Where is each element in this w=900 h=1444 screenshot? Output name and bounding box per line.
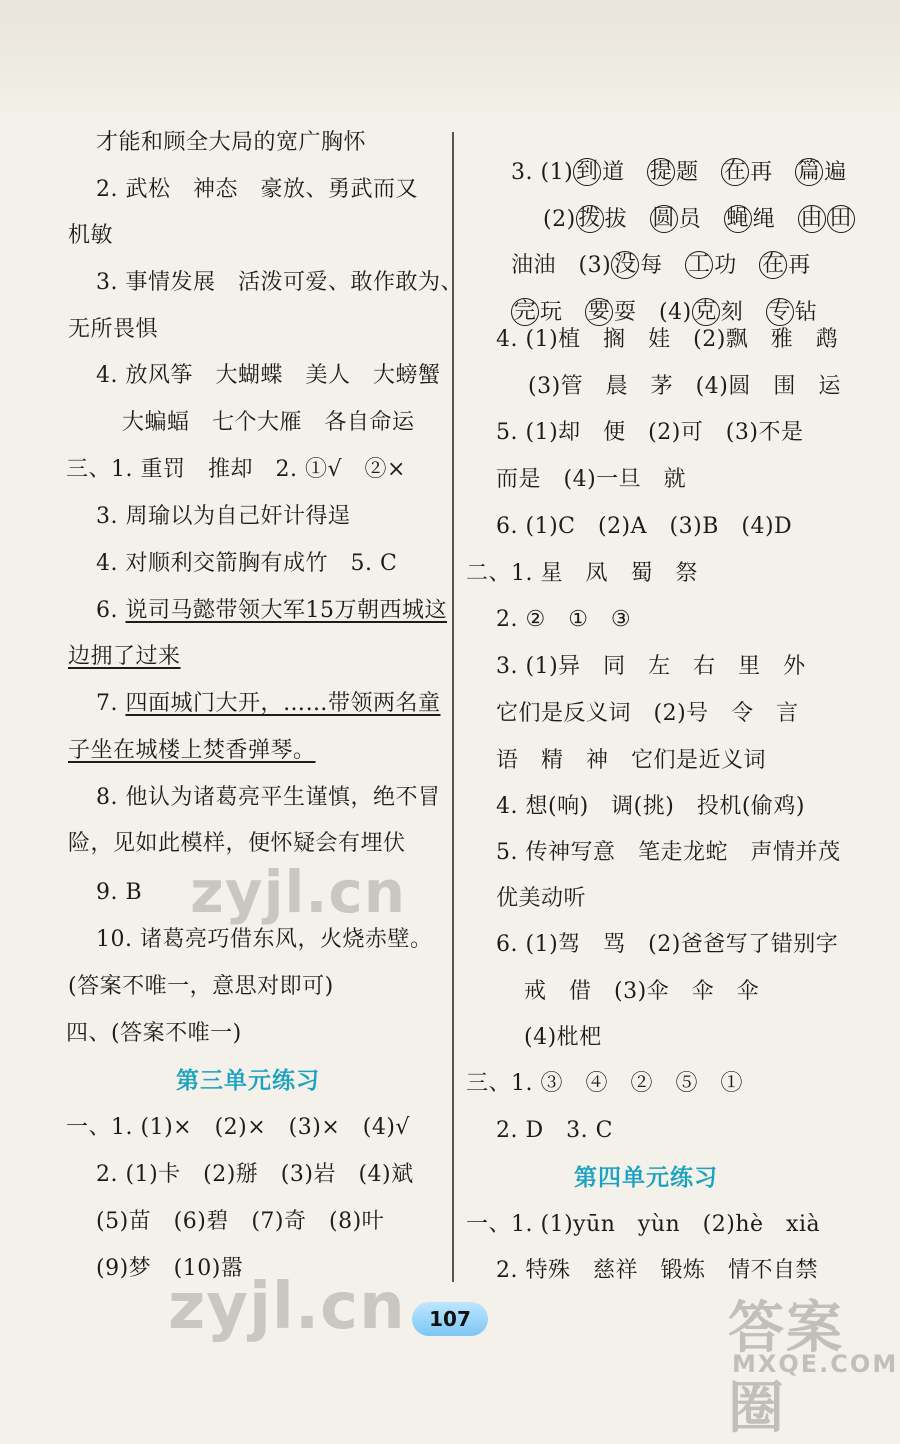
- right-line-13: 它们是反义词 (2)号 令 言: [496, 701, 799, 726]
- correction-text: 刻: [720, 300, 766, 325]
- left-line-20: 四、(答案不唯一): [66, 1021, 242, 1046]
- left-line-19: (答案不唯一，意思对即可): [68, 974, 334, 999]
- correction-text: 玩: [540, 300, 586, 325]
- right-line-8: 而是 (4)一旦 就: [496, 467, 687, 492]
- correction-text: 道: [602, 160, 648, 185]
- correction-text: 功: [714, 253, 760, 278]
- left-line-4: 3. 事情发展 活泼可爱、敢作敢为、: [96, 270, 463, 295]
- watermark-text: zyjl.cn: [168, 1270, 406, 1344]
- left-line-15: 8. 他认为诸葛亮平生谨慎，绝不冒: [96, 785, 441, 810]
- right-line-7: 5. (1)却 便 (2)可 (3)不是: [496, 420, 804, 445]
- correction-text: 再: [788, 253, 811, 278]
- left-line-17: 9. B: [96, 880, 143, 905]
- left-line-1: 才能和顾全大局的宽广胸怀: [96, 130, 367, 155]
- circled-char: 蝇: [724, 205, 752, 233]
- right-line-24: 2. 特殊 慈祥 锻炼 情不自禁: [496, 1258, 818, 1283]
- right-line-14: 语 精 神 它们是近义词: [496, 748, 767, 773]
- right-line-5: 4. (1)植 搁 娃 (2)飘 雅 鹉: [496, 327, 839, 352]
- left-line-23: (5)苗 (6)碧 (7)奇 (8)叶: [96, 1209, 385, 1234]
- circled-char: 完: [511, 298, 539, 326]
- answer-7-underlined: 四面城门大开，……带领两名童: [125, 691, 441, 716]
- circled-char: 工: [685, 251, 713, 279]
- right-line-4: [496, 268, 817, 328]
- right-line-19: 戒 借 (3)伞 伞 伞: [524, 979, 760, 1004]
- circled-char: 在: [759, 251, 787, 279]
- top-margin-band: [0, 0, 900, 118]
- correction-text: 绳: [752, 207, 798, 232]
- left-line-12: [68, 642, 181, 672]
- column-divider: [452, 132, 454, 1282]
- left-line-5: 无所畏惧: [68, 317, 159, 342]
- left-line-9: 3. 周瑜以为自己奸计得逞: [96, 504, 351, 529]
- correction-text: 遍: [824, 160, 847, 185]
- right-line-16: 5. 传神写意 笔走龙蛇 声情并茂: [496, 840, 841, 865]
- right-line-6: (3)管 晨 茅 (4)圆 围 运: [528, 374, 841, 399]
- right-line-15: 4. 想(响) 调(挑) 投机(偷鸡): [496, 794, 805, 819]
- answer-7-underlined-cont: 子坐在城楼上焚香弹琴。: [68, 738, 316, 763]
- item-label: 油油 (3): [511, 253, 612, 278]
- answer-6-prefix: 6.: [96, 598, 126, 623]
- right-line-20: (4)枇杷: [524, 1025, 602, 1050]
- left-line-14: [68, 736, 316, 766]
- circled-char: 圆: [650, 205, 678, 233]
- correction-text: 拔: [604, 207, 650, 232]
- circled-char: 到: [573, 158, 601, 186]
- answer-7-prefix: 7.: [96, 691, 126, 716]
- left-line-10: 4. 对顺利交箭胸有成竹 5. C: [96, 551, 398, 576]
- circled-char: 拨: [576, 205, 604, 233]
- left-line-16: 险，见如此模样，便怀疑会有埋伏: [68, 831, 406, 856]
- answer-6-underlined-cont: 边拥了过来: [68, 644, 181, 669]
- circled-char: 克: [692, 298, 720, 326]
- left-line-7: 大蝙蝠 七个大雁 各自命运: [122, 410, 415, 435]
- site-logo: [722, 1282, 899, 1441]
- answer-6-underlined: 说司马懿带领大军15万朝西城这: [125, 598, 447, 623]
- right-line-12: 3. (1)异 同 左 右 里 外: [496, 654, 806, 679]
- watermark-text: zyjl.cn: [190, 858, 407, 926]
- correction-text: 题: [676, 160, 722, 185]
- left-line-21: 一、1. (1)× (2)× (3)× (4)√: [66, 1115, 410, 1140]
- left-line-22: 2. (1)卡 (2)掰 (3)岩 (4)斌: [96, 1162, 414, 1187]
- left-line-3: 机敏: [68, 223, 114, 248]
- item-label: 3. (1): [511, 160, 574, 185]
- correction-text: 耍 (4): [614, 300, 692, 325]
- right-line-11: 2. ② ① ③: [496, 607, 632, 632]
- item-label: (2): [543, 207, 576, 232]
- right-line-18: 6. (1)驾 骂 (2)爸爸写了错别字: [496, 932, 839, 957]
- right-line-10: 二、1. 星 凤 蜀 祭: [466, 561, 698, 586]
- right-line-21: 三、1. ③ ④ ② ⑤ ①: [466, 1071, 743, 1096]
- circled-char: 在: [721, 158, 749, 186]
- circled-char: 要: [585, 298, 613, 326]
- circled-char: 专: [766, 298, 794, 326]
- circled-char: 由: [798, 205, 826, 233]
- circled-char: 提: [647, 158, 675, 186]
- left-line-8: 三、1. 重罚 推却 2. ①√ ②×: [66, 457, 406, 482]
- left-line-18: 10. 诸葛亮巧借东风，火烧赤壁。: [96, 927, 433, 952]
- right-line-23: 一、1. (1)yūn yùn (2)hè xià: [466, 1212, 821, 1237]
- section-heading-unit-4: 第四单元练习: [574, 1165, 718, 1191]
- left-line-11: [96, 596, 447, 626]
- correction-text: 钻: [794, 300, 818, 325]
- correction-text: 每: [640, 253, 686, 278]
- right-line-9: 6. (1)C (2)A (3)B (4)D: [496, 514, 793, 539]
- logo-text: 答案圈: [728, 1296, 844, 1441]
- circled-char: 篇: [795, 158, 823, 186]
- left-line-13: [96, 689, 441, 719]
- logo-url: MXQE.COM: [732, 1350, 899, 1378]
- left-line-6: 4. 放风筝 大蝴蝶 美人 大螃蟹: [96, 363, 441, 388]
- page-number-badge: 107: [412, 1302, 488, 1336]
- right-line-22: 2. D 3. C: [496, 1118, 613, 1143]
- section-heading-unit-3: 第三单元练习: [176, 1068, 320, 1094]
- left-line-24: (9)梦 (10)嚣: [96, 1256, 244, 1281]
- circled-char: 没: [611, 251, 639, 279]
- correction-text: 再: [750, 160, 796, 185]
- correction-text: 员: [678, 207, 724, 232]
- right-line-17: 优美动听: [496, 886, 587, 911]
- left-line-2: 2. 武松 神态 豪放、勇武而又: [96, 177, 418, 202]
- circled-char: 田: [827, 205, 855, 233]
